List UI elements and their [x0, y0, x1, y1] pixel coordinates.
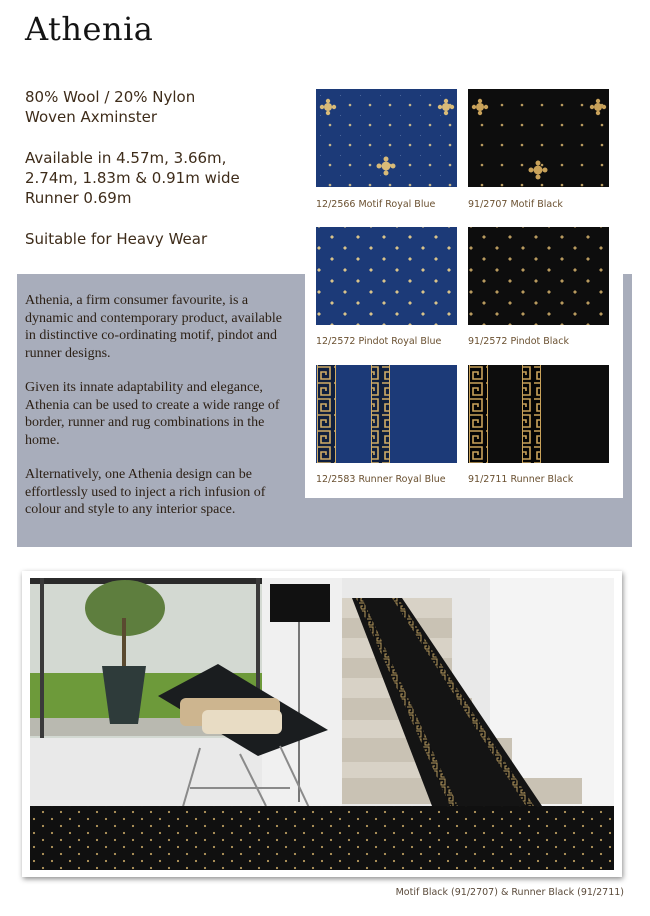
page-title: Athenia — [25, 10, 154, 48]
swatch-label: 91/2707 Motif Black — [468, 199, 563, 210]
spec-runner: Runner 0.69m — [25, 189, 132, 207]
swatch-pindot-black[interactable] — [468, 227, 609, 325]
photo-caption: Motif Black (91/2707) & Runner Black (91/2711) — [395, 887, 624, 898]
swatch-label: 91/2711 Runner Black — [468, 474, 574, 485]
description-paragraph-2: Given its innate adaptability and elegance, Athenia can be used to create a wide range of border, runner and rug combinations in the home. — [25, 380, 280, 448]
spec-composition: 80% Wool / 20% Nylon — [25, 88, 196, 106]
swatch-label: 91/2572 Pindot Black — [468, 336, 569, 347]
spec-suitability: Suitable for Heavy Wear — [25, 230, 208, 248]
spec-construction: Woven Axminster — [25, 108, 158, 126]
swatch-pindot-royal-blue[interactable] — [316, 227, 457, 325]
swatch-label: 12/2566 Motif Royal Blue — [316, 199, 436, 210]
room-photo-frame — [22, 571, 622, 877]
swatch-motif-royal-blue[interactable] — [316, 89, 457, 187]
description-paragraph-3: Alternatively, one Athenia design can be effortlessly used to inject a rich infusion of colour and style to any interior space. — [25, 467, 266, 517]
swatch-motif-black[interactable] — [468, 89, 609, 187]
swatch-runner-royal-blue[interactable] — [316, 365, 457, 463]
swatch-label: 12/2583 Runner Royal Blue — [316, 474, 446, 485]
swatch-runner-black[interactable] — [468, 365, 609, 463]
spec-widths-line1: Available in 4.57m, 3.66m, — [25, 149, 227, 167]
description-paragraph-1: Athenia, a firm consumer favourite, is a dynamic and contemporary product, available in distinctive co-ordinating motif, pindot and runner designs. — [25, 293, 282, 361]
swatch-label: 12/2572 Pindot Royal Blue — [316, 336, 442, 347]
room-photo — [30, 578, 614, 870]
spec-widths-line2: 2.74m, 1.83m & 0.91m wide — [25, 169, 240, 187]
